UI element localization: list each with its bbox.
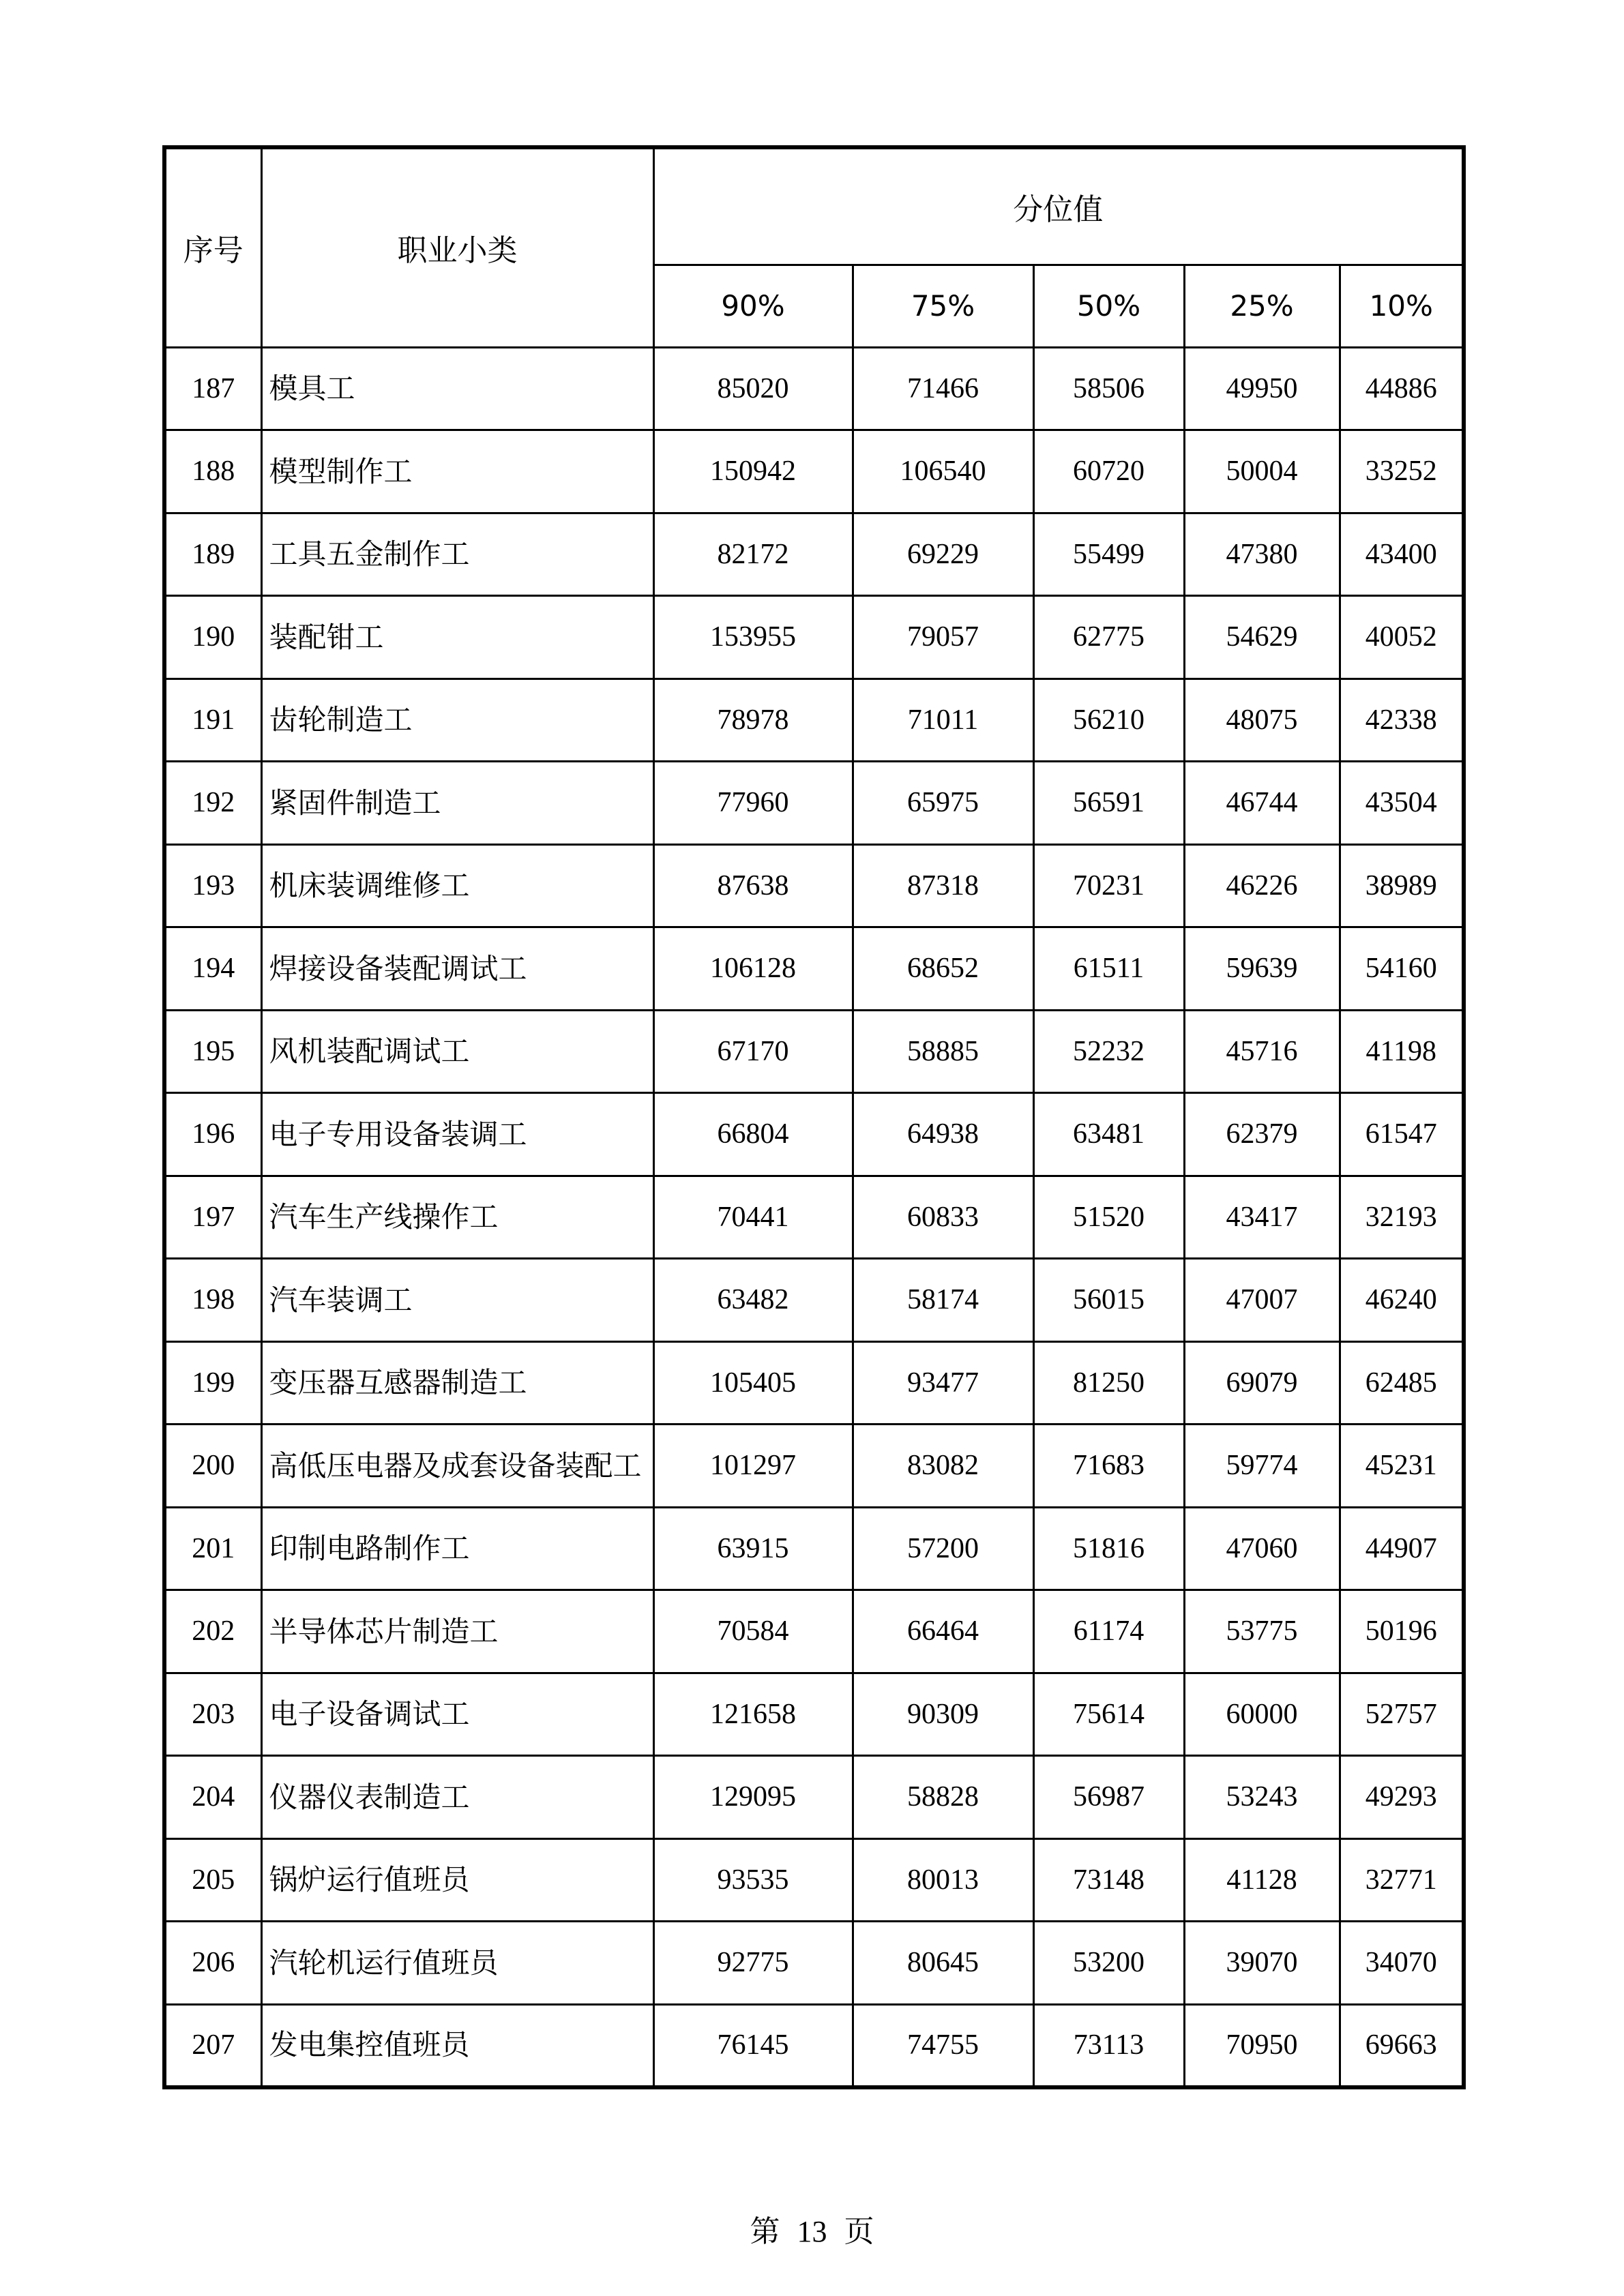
row-occupation: 风机装配调试工 xyxy=(261,1010,653,1093)
table-row xyxy=(164,679,1464,762)
row-value-p25: 43417 xyxy=(1184,1176,1340,1259)
row-value-p10: 40052 xyxy=(1340,596,1464,679)
row-value-p75: 57200 xyxy=(853,1507,1033,1590)
row-value-p90: 63482 xyxy=(653,1259,853,1342)
table-row xyxy=(164,430,1464,513)
row-value-p25: 46744 xyxy=(1184,762,1340,845)
row-value-p25: 53243 xyxy=(1184,1756,1340,1839)
row-value-p25: 45716 xyxy=(1184,1010,1340,1093)
page-number: 第 13 页 xyxy=(750,2215,874,2248)
row-value-p10: 34070 xyxy=(1340,1922,1464,2005)
row-value-p50: 55499 xyxy=(1033,513,1184,596)
row-value-p25: 47007 xyxy=(1184,1259,1340,1342)
table-row xyxy=(164,927,1464,1011)
row-value-p75: 74755 xyxy=(853,2004,1033,2087)
row-value-p10: 45231 xyxy=(1340,1425,1464,1508)
row-value-p50: 63481 xyxy=(1033,1093,1184,1176)
row-value-p25: 70950 xyxy=(1184,2004,1340,2087)
table-row xyxy=(164,596,1464,679)
table-row xyxy=(164,1425,1464,1508)
table-row xyxy=(164,844,1464,927)
row-seq: 190 xyxy=(164,596,261,679)
row-value-p25: 50004 xyxy=(1184,430,1340,513)
row-occupation: 锅炉运行值班员 xyxy=(261,1838,653,1922)
row-value-p10: 43504 xyxy=(1340,762,1464,845)
row-occupation: 汽车装调工 xyxy=(261,1259,653,1342)
row-value-p10: 43400 xyxy=(1340,513,1464,596)
row-value-p90: 78978 xyxy=(653,679,853,762)
header-p25: 25% xyxy=(1184,265,1340,347)
row-value-p50: 81250 xyxy=(1033,1341,1184,1425)
row-value-p75: 80013 xyxy=(853,1838,1033,1922)
row-value-p75: 65975 xyxy=(853,762,1033,845)
row-value-p90: 121658 xyxy=(653,1673,853,1756)
row-seq: 199 xyxy=(164,1341,261,1425)
row-value-p90: 150942 xyxy=(653,430,853,513)
table-row xyxy=(164,513,1464,596)
row-value-p10: 62485 xyxy=(1340,1341,1464,1425)
row-occupation: 工具五金制作工 xyxy=(261,513,653,596)
row-seq: 204 xyxy=(164,1756,261,1839)
header-p90: 90% xyxy=(653,265,853,347)
row-value-p50: 58506 xyxy=(1033,347,1184,430)
row-seq: 188 xyxy=(164,430,261,513)
table-row xyxy=(164,1590,1464,1673)
table-row xyxy=(164,1507,1464,1590)
row-occupation: 仪器仪表制造工 xyxy=(261,1756,653,1839)
row-value-p50: 73113 xyxy=(1033,2004,1184,2087)
row-value-p50: 56987 xyxy=(1033,1756,1184,1839)
row-value-p75: 60833 xyxy=(853,1176,1033,1259)
row-value-p10: 61547 xyxy=(1340,1093,1464,1176)
row-value-p10: 33252 xyxy=(1340,430,1464,513)
table-row xyxy=(164,2004,1464,2087)
row-occupation: 印制电路制作工 xyxy=(261,1507,653,1590)
row-value-p25: 39070 xyxy=(1184,1922,1340,2005)
row-value-p50: 56210 xyxy=(1033,679,1184,762)
row-value-p90: 129095 xyxy=(653,1756,853,1839)
row-value-p25: 53775 xyxy=(1184,1590,1340,1673)
table-row xyxy=(164,1341,1464,1425)
row-value-p90: 85020 xyxy=(653,347,853,430)
row-value-p10: 46240 xyxy=(1340,1259,1464,1342)
row-value-p50: 71683 xyxy=(1033,1425,1184,1508)
row-value-p10: 69663 xyxy=(1340,2004,1464,2087)
row-seq: 193 xyxy=(164,844,261,927)
row-value-p50: 70231 xyxy=(1033,844,1184,927)
row-value-p25: 41128 xyxy=(1184,1838,1340,1922)
table-row xyxy=(164,1673,1464,1756)
row-value-p90: 101297 xyxy=(653,1425,853,1508)
row-value-p75: 79057 xyxy=(853,596,1033,679)
row-value-p50: 75614 xyxy=(1033,1673,1184,1756)
header-percentile-group: 分位值 xyxy=(653,147,1464,265)
row-value-p50: 60720 xyxy=(1033,430,1184,513)
row-value-p50: 73148 xyxy=(1033,1838,1184,1922)
row-occupation: 汽车生产线操作工 xyxy=(261,1176,653,1259)
row-occupation: 模具工 xyxy=(261,347,653,430)
table-row xyxy=(164,1176,1464,1259)
row-value-p10: 44907 xyxy=(1340,1507,1464,1590)
row-value-p90: 63915 xyxy=(653,1507,853,1590)
row-occupation: 齿轮制造工 xyxy=(261,679,653,762)
row-value-p50: 51520 xyxy=(1033,1176,1184,1259)
row-value-p25: 54629 xyxy=(1184,596,1340,679)
row-value-p25: 59639 xyxy=(1184,927,1340,1011)
header-p75: 75% xyxy=(853,265,1033,347)
row-value-p75: 71011 xyxy=(853,679,1033,762)
row-value-p75: 83082 xyxy=(853,1425,1033,1508)
header-seq: 序号 xyxy=(164,147,261,347)
row-value-p90: 67170 xyxy=(653,1010,853,1093)
row-value-p10: 32771 xyxy=(1340,1838,1464,1922)
row-seq: 198 xyxy=(164,1259,261,1342)
row-value-p75: 93477 xyxy=(853,1341,1033,1425)
row-seq: 197 xyxy=(164,1176,261,1259)
row-seq: 196 xyxy=(164,1093,261,1176)
row-value-p90: 87638 xyxy=(653,844,853,927)
row-value-p25: 62379 xyxy=(1184,1093,1340,1176)
row-value-p50: 61174 xyxy=(1033,1590,1184,1673)
row-value-p25: 59774 xyxy=(1184,1425,1340,1508)
row-value-p50: 62775 xyxy=(1033,596,1184,679)
row-seq: 191 xyxy=(164,679,261,762)
row-value-p90: 77960 xyxy=(653,762,853,845)
table-row xyxy=(164,347,1464,430)
table-row xyxy=(164,1756,1464,1839)
table-row xyxy=(164,1259,1464,1342)
row-seq: 200 xyxy=(164,1425,261,1508)
row-value-p10: 42338 xyxy=(1340,679,1464,762)
row-value-p10: 49293 xyxy=(1340,1756,1464,1839)
row-value-p10: 38989 xyxy=(1340,844,1464,927)
row-seq: 189 xyxy=(164,513,261,596)
row-occupation: 半导体芯片制造工 xyxy=(261,1590,653,1673)
row-value-p75: 66464 xyxy=(853,1590,1033,1673)
row-value-p90: 93535 xyxy=(653,1838,853,1922)
row-value-p75: 87318 xyxy=(853,844,1033,927)
row-occupation: 机床装调维修工 xyxy=(261,844,653,927)
row-value-p90: 92775 xyxy=(653,1922,853,2005)
header-p50: 50% xyxy=(1033,265,1184,347)
row-value-p90: 70441 xyxy=(653,1176,853,1259)
row-value-p25: 47060 xyxy=(1184,1507,1340,1590)
row-occupation: 变压器互感器制造工 xyxy=(261,1341,653,1425)
row-occupation: 发电集控值班员 xyxy=(261,2004,653,2087)
table-row xyxy=(164,1093,1464,1176)
row-value-p75: 106540 xyxy=(853,430,1033,513)
row-value-p90: 70584 xyxy=(653,1590,853,1673)
row-value-p25: 47380 xyxy=(1184,513,1340,596)
row-value-p25: 49950 xyxy=(1184,347,1340,430)
row-value-p25: 69079 xyxy=(1184,1341,1340,1425)
row-seq: 203 xyxy=(164,1673,261,1756)
row-value-p10: 44886 xyxy=(1340,347,1464,430)
row-seq: 207 xyxy=(164,2004,261,2087)
row-value-p75: 68652 xyxy=(853,927,1033,1011)
table-row xyxy=(164,1838,1464,1922)
row-occupation: 汽轮机运行值班员 xyxy=(261,1922,653,2005)
row-value-p90: 66804 xyxy=(653,1093,853,1176)
row-value-p75: 80645 xyxy=(853,1922,1033,2005)
table-body xyxy=(164,347,1464,2087)
row-value-p50: 51816 xyxy=(1033,1507,1184,1590)
header-occupation: 职业小类 xyxy=(261,147,653,347)
row-value-p50: 56591 xyxy=(1033,762,1184,845)
row-occupation: 紧固件制造工 xyxy=(261,762,653,845)
row-value-p50: 61511 xyxy=(1033,927,1184,1011)
row-value-p75: 58885 xyxy=(853,1010,1033,1093)
row-value-p50: 52232 xyxy=(1033,1010,1184,1093)
row-seq: 202 xyxy=(164,1590,261,1673)
row-value-p75: 90309 xyxy=(853,1673,1033,1756)
row-value-p90: 76145 xyxy=(653,2004,853,2087)
row-value-p25: 60000 xyxy=(1184,1673,1340,1756)
row-occupation: 电子专用设备装调工 xyxy=(261,1093,653,1176)
table-row xyxy=(164,1010,1464,1093)
row-value-p90: 105405 xyxy=(653,1341,853,1425)
row-value-p90: 106128 xyxy=(653,927,853,1011)
row-seq: 201 xyxy=(164,1507,261,1590)
row-value-p10: 52757 xyxy=(1340,1673,1464,1756)
row-occupation: 电子设备调试工 xyxy=(261,1673,653,1756)
row-value-p10: 50196 xyxy=(1340,1590,1464,1673)
row-value-p50: 56015 xyxy=(1033,1259,1184,1342)
table-header xyxy=(164,147,1464,347)
row-seq: 194 xyxy=(164,927,261,1011)
row-seq: 192 xyxy=(164,762,261,845)
table-row xyxy=(164,1922,1464,2005)
row-seq: 195 xyxy=(164,1010,261,1093)
row-seq: 205 xyxy=(164,1838,261,1922)
row-value-p50: 53200 xyxy=(1033,1922,1184,2005)
row-value-p75: 58174 xyxy=(853,1259,1033,1342)
header-p10: 10% xyxy=(1340,265,1464,347)
row-occupation: 模型制作工 xyxy=(261,430,653,513)
row-seq: 206 xyxy=(164,1922,261,2005)
row-value-p25: 48075 xyxy=(1184,679,1340,762)
row-occupation: 高低压电器及成套设备装配工 xyxy=(261,1425,653,1508)
row-value-p90: 82172 xyxy=(653,513,853,596)
row-occupation: 焊接设备装配调试工 xyxy=(261,927,653,1011)
row-occupation: 装配钳工 xyxy=(261,596,653,679)
row-value-p75: 58828 xyxy=(853,1756,1033,1839)
row-value-p10: 54160 xyxy=(1340,927,1464,1011)
row-value-p75: 71466 xyxy=(853,347,1033,430)
row-value-p25: 46226 xyxy=(1184,844,1340,927)
row-seq: 187 xyxy=(164,347,261,430)
row-value-p10: 41198 xyxy=(1340,1010,1464,1093)
row-value-p75: 64938 xyxy=(853,1093,1033,1176)
row-value-p10: 32193 xyxy=(1340,1176,1464,1259)
row-value-p75: 69229 xyxy=(853,513,1033,596)
row-value-p90: 153955 xyxy=(653,596,853,679)
table-row xyxy=(164,762,1464,845)
wage-percentile-table xyxy=(162,145,1466,2089)
